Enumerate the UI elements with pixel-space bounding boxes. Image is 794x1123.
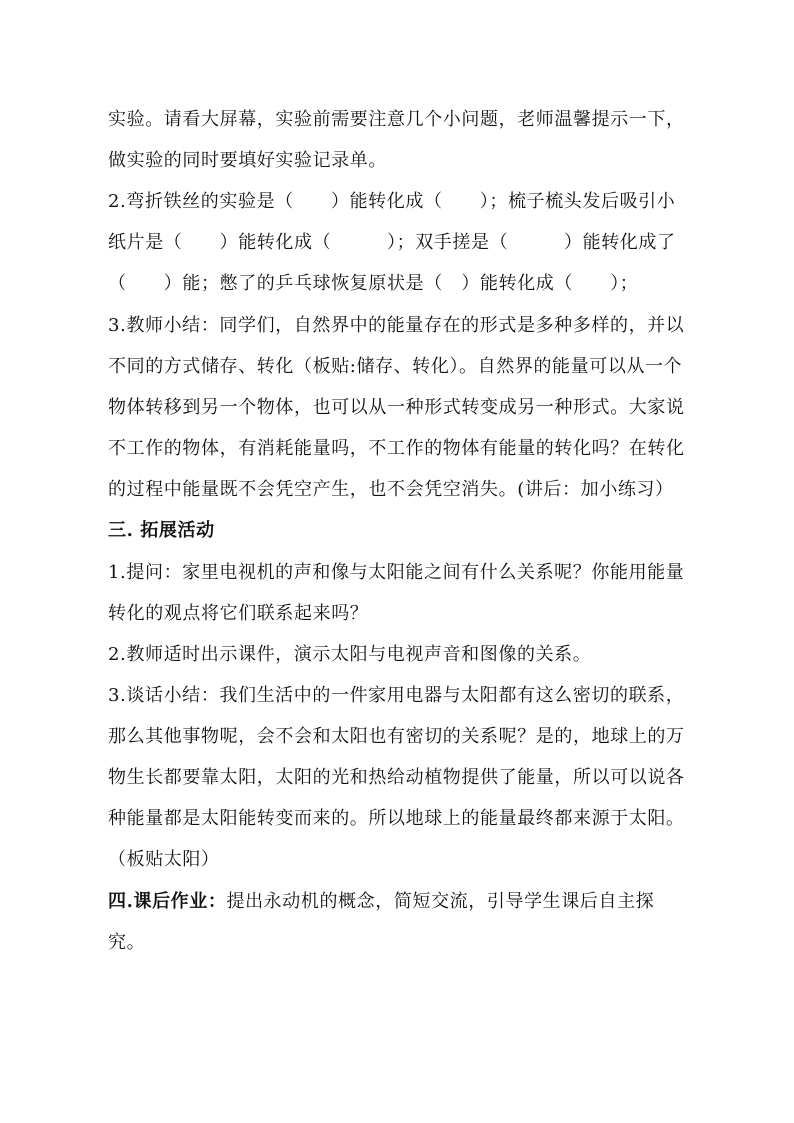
text-line: 种能量都是太阳能转变而来的。所以地球上的能量最终都来源于太阳。 — [108, 808, 685, 829]
text-line: 究。 — [108, 932, 146, 953]
text-line: 物体转移到另一个物体，也可以从一种形式转变成另一种形式。大家说 — [108, 397, 685, 418]
text-line: 做实验的同时要填好实验记录单。 — [108, 150, 387, 171]
text-line: 物生长都要靠太阳，太阳的光和热给动植物提供了能量，所以可以说各 — [108, 767, 685, 788]
section-heading: 四.课后作业： — [108, 891, 227, 912]
text-line: 3.谈话小结：我们生活中的一件家用电器与太阳都有这么密切的联系， — [108, 685, 685, 706]
text-line: 转化的观点将它们联系起来吗？ — [108, 603, 369, 624]
text-line: 2.教师适时出示课件，演示太阳与电视声音和图像的关系。 — [108, 644, 592, 665]
fill-in-question-line: （ ）能；憋了的乒乓球恢复原状是（ ）能转化成（ ）； — [108, 273, 639, 294]
text-line: 那么其他事物呢，会不会和太阳也有密切的关系呢？是的，地球上的万 — [108, 726, 685, 747]
text-line: 1.提问：家里电视机的声和像与太阳能之间有什么关系呢？你能用能量 — [108, 562, 685, 583]
text-line: 3.教师小结：同学们，自然界中的能量存在的形式是多种多样的，并以 — [108, 315, 685, 336]
text-line: 不工作的物体，有消耗能量吗，不工作的物体有能量的转化吗？在转化 — [108, 438, 685, 459]
section-heading: 三. 拓展活动 — [108, 520, 215, 541]
fill-in-question-line: 纸片是（ ）能转化成（ ）；双手搓是（ ）能转化成了 — [108, 232, 676, 253]
fill-in-question-line: 2.弯折铁丝的实验是（ ）能转化成（ ）；梳子梳头发后吸引小 — [108, 191, 676, 212]
text-line: 实验。请看大屏幕，实验前需要注意几个小问题，老师温馨提示一下， — [108, 109, 685, 130]
text-line: 不同的方式储存、转化（板贴:储存、转化）。自然界的能量可以从一个 — [108, 356, 683, 377]
text-line: 的过程中能量既不会凭空产生，也不会凭空消失。(讲后：加小练习） — [108, 479, 674, 500]
homework-text: 提出永动机的概念，简短交流，引导学生课后自主探 — [226, 891, 655, 912]
text-line: （板贴太阳） — [108, 849, 220, 870]
homework-line — [108, 889, 654, 915]
